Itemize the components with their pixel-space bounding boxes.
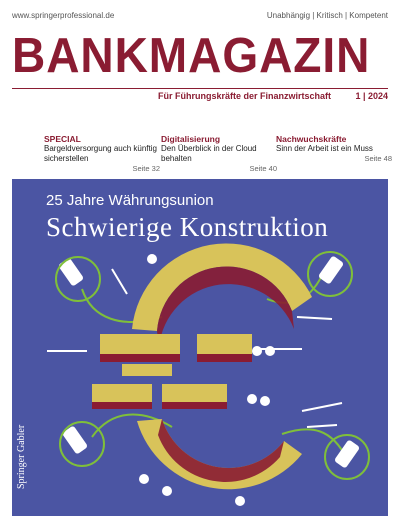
teaser-category: Digitalisierung (161, 134, 221, 144)
teaser-text: Den Überblick in der Cloud behalten (161, 144, 257, 163)
tagline: Für Führungskräfte der Finanzwirtschaft (158, 91, 332, 101)
teaser-row (12, 134, 392, 184)
publisher-logo: Springer Gabler (16, 424, 27, 489)
teaser-page: Seite 48 (364, 154, 392, 163)
subline (12, 91, 388, 105)
cover-title: Schwierige Konstruktion (46, 212, 329, 242)
teaser-item[interactable] (276, 134, 392, 163)
teaser-item[interactable] (161, 134, 277, 173)
divider (12, 88, 388, 89)
website-url[interactable]: www.springerprofessional.de (12, 11, 115, 20)
teaser-text: Bargeldversorgung auch künftig sicherstellen (44, 144, 157, 163)
teaser-category: Nachwuchskräfte (276, 134, 347, 144)
teaser-page: Seite 32 (132, 164, 160, 173)
teaser-text: Sinn der Arbeit ist ein Muss (276, 144, 373, 153)
slogan: Unabhängig | Kritisch | Kompetent (266, 11, 388, 20)
teaser-page: Seite 40 (249, 164, 277, 173)
cover-hero (12, 179, 388, 516)
cover-kicker: 25 Jahre Währungsunion (46, 192, 214, 209)
teaser-category: SPECIAL (44, 134, 81, 144)
teaser-item[interactable] (44, 134, 160, 173)
masthead-title: BANKMAGAZIN (12, 29, 371, 83)
issue-number: 1 | 2024 (355, 91, 388, 101)
